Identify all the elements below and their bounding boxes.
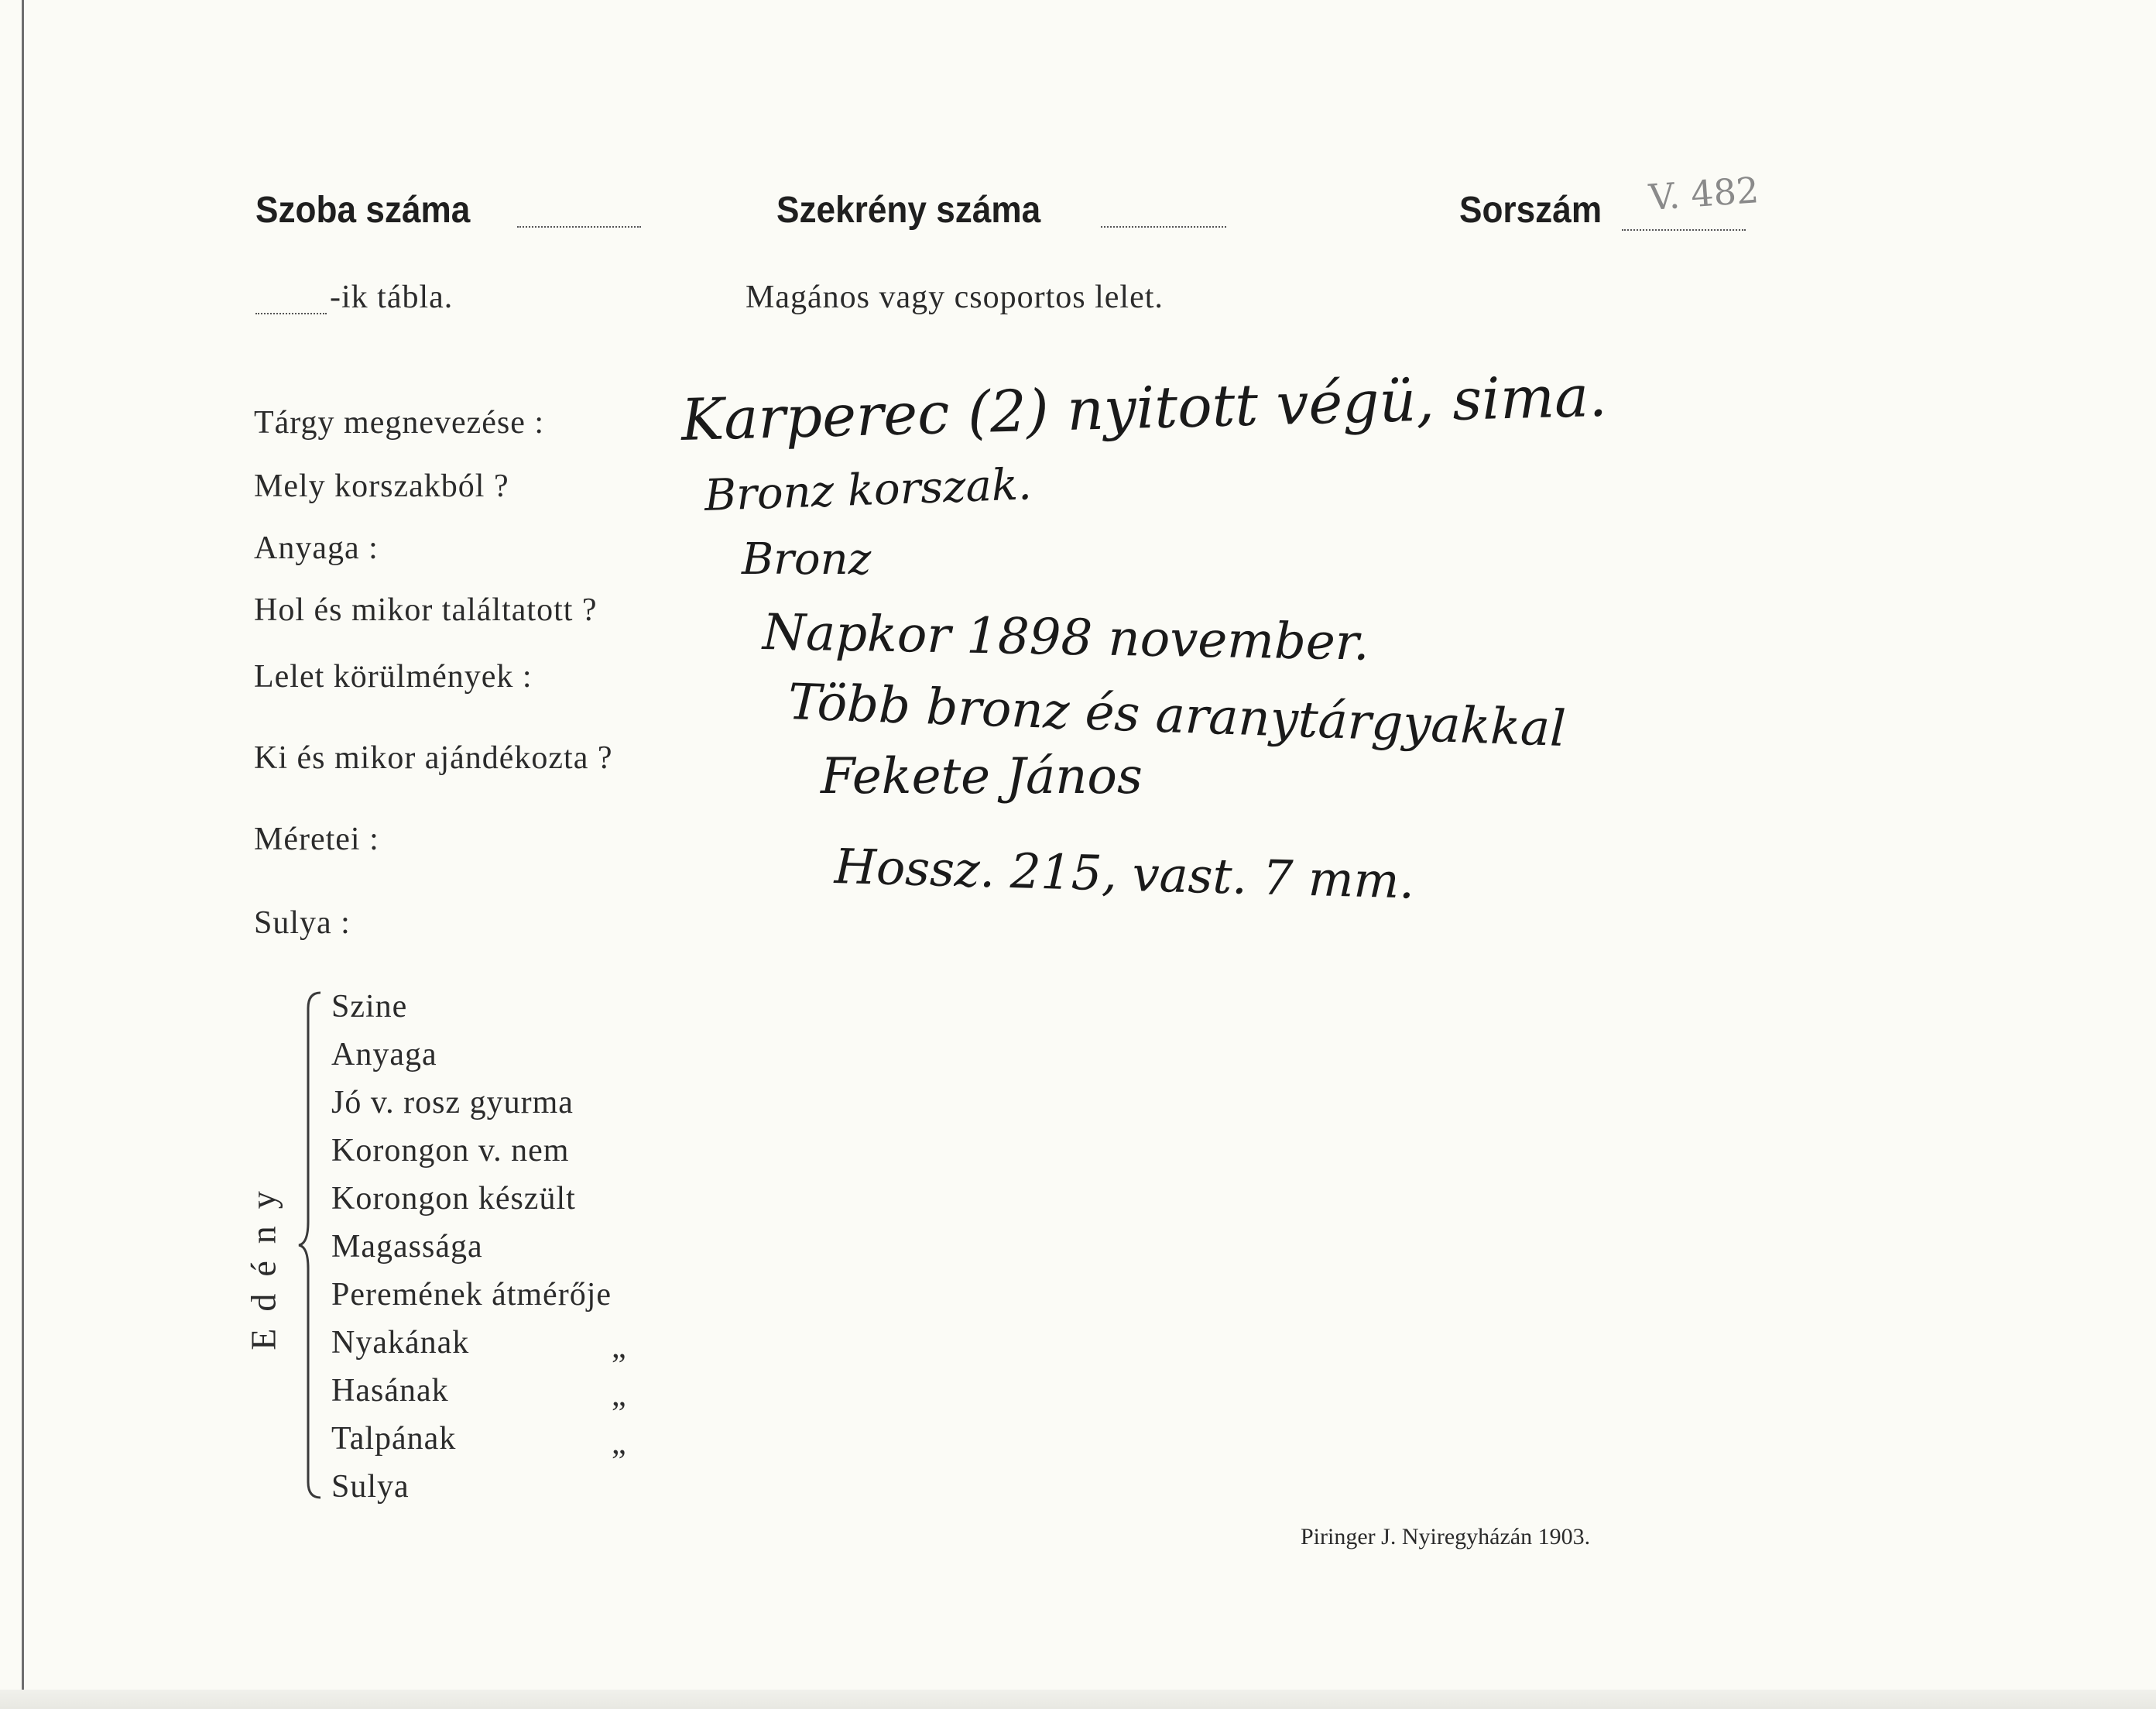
vessel-item-rim-diameter: Peremének átmérője	[331, 1277, 612, 1313]
ditto-mark-belly: „	[612, 1378, 627, 1413]
serial-number-value: V. 482	[1647, 169, 1760, 218]
paper-bottom-edge	[0, 1690, 2156, 1709]
vessel-item-base: Talpának	[331, 1421, 457, 1457]
find-place-date-value: Napkor 1898 november.	[762, 604, 1370, 672]
find-type-label: Magános vagy csoportos lelet.	[746, 280, 1164, 315]
donor-value: Fekete János	[821, 748, 1143, 805]
find-circumstances-label: Lelet körülmények :	[254, 659, 533, 695]
vessel-item-clay-quality: Jó v. rosz gyurma	[331, 1085, 574, 1120]
period-label: Mely korszakból ?	[254, 468, 509, 504]
vessel-brace	[294, 990, 325, 1501]
ditto-mark-neck: „	[612, 1330, 627, 1365]
vessel-item-color: Szine	[331, 989, 408, 1024]
board-number-field	[255, 313, 327, 314]
object-name-value: Karperec (2) nyitott végü, sima.	[680, 362, 1608, 454]
cabinet-number-field	[1101, 226, 1226, 228]
material-label: Anyaga :	[254, 530, 379, 566]
vessel-item-belly: Hasának	[331, 1373, 449, 1409]
vessel-group-label: Edény	[243, 1174, 283, 1350]
find-place-date-label: Hol és mikor találtatott ?	[254, 592, 598, 628]
vessel-item-weight: Sulya	[331, 1469, 410, 1505]
vessel-item-wheel-or-not: Korongon v. nem	[331, 1133, 570, 1169]
vessel-item-wheel-made: Korongon készült	[331, 1181, 576, 1217]
room-number-field	[517, 226, 641, 228]
cabinet-number-label: Szekrény száma	[776, 190, 1041, 231]
find-circumstances-value: Több bronz és aranytárgyakkal	[787, 674, 1567, 759]
dimensions-label: Méretei :	[254, 822, 379, 857]
board-label: -ik tábla.	[330, 280, 454, 315]
object-name-label: Tárgy megnevezése :	[254, 405, 545, 441]
vessel-item-neck: Nyakának	[331, 1325, 470, 1361]
vessel-item-height: Magassága	[331, 1229, 483, 1265]
weight-label: Sulya :	[254, 905, 351, 941]
printer-imprint: Piringer J. Nyiregyházán 1903.	[1301, 1524, 1591, 1549]
serial-number-label: Sorszám	[1459, 190, 1602, 231]
material-value: Bronz	[742, 534, 872, 585]
serial-number-field	[1622, 229, 1746, 231]
left-border-line	[22, 0, 24, 1709]
ditto-mark-base: „	[612, 1426, 627, 1461]
donor-label: Ki és mikor ajándékozta ?	[254, 740, 613, 776]
vessel-item-material: Anyaga	[331, 1037, 437, 1072]
room-number-label: Szoba száma	[255, 190, 471, 231]
dimensions-value: Hossz. 215, vast. 7 mm.	[834, 838, 1416, 910]
period-value: Bronz korszak.	[703, 459, 1033, 521]
